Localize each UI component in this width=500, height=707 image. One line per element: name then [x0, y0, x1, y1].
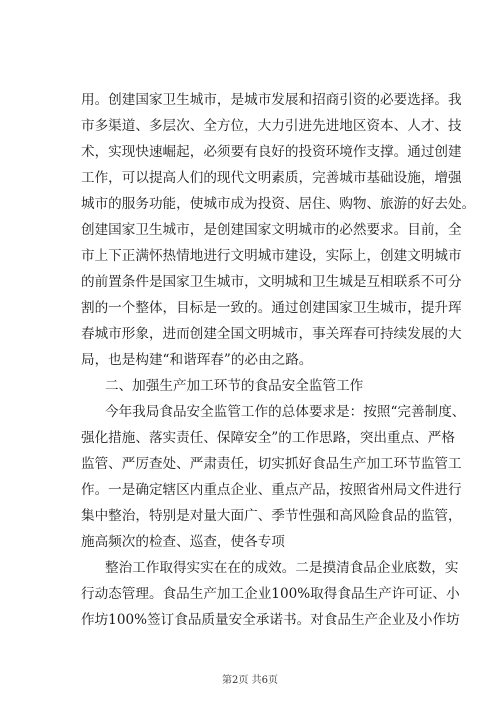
section-heading: 二、加强生产加工环节的食品安全监管工作: [105, 378, 364, 394]
text-line: 城市的服务功能，使城市成为投资、居住、购物、旅游的好去处。: [81, 196, 476, 212]
text-line: 市上下正满怀热情地进行文明城市建设，实际上，创建文明城市: [81, 248, 462, 264]
text-line: 施高频次的检查、巡查，使各专项: [81, 534, 285, 550]
text-line: 作坊100%签订食品质量安全承诺书。对食品生产企业及小作坊: [81, 612, 460, 628]
text-line: 春城市形象，进而创建全国文明城市，事关珲春可持续发展的大: [81, 326, 462, 342]
text-line: 创建国家卫生城市，是创建国家文明城市的必然要求。目前，全: [81, 222, 462, 238]
text-line: 行动态管理。食品生产加工企业100%取得食品生产许可证、小: [81, 586, 460, 602]
paragraph-first-line: 今年我局食品安全监管工作的总体要求是：按照“完善制度、: [105, 404, 466, 420]
text-line: 强化措施、落实责任、保障安全”的工作思路，突出重点、严格: [81, 430, 455, 446]
text-line: 割的一个整体，目标是一致的。通过创建国家卫生城市，提升珲: [81, 300, 462, 316]
text-line: 监管、严厉查处、严肃责任，切实抓好食品生产加工环节监管工: [81, 456, 462, 472]
text-line: 市多渠道、多层次、全方位，大力引进先进地区资本、人才、技: [81, 118, 462, 134]
text-line: 工作，可以提高人们的现代文明素质，完善城市基础设施，增强: [81, 170, 462, 186]
paragraph-first-line: 整治工作取得实实在在的成效。二是摸清食品企业底数，实: [105, 560, 459, 576]
text-line: 的前置条件是国家卫生城市，文明城和卫生城是互相联系不可分: [81, 274, 462, 290]
text-line: 用。创建国家卫生城市，是城市发展和招商引资的必要选择。我: [81, 92, 462, 108]
text-line: 作。一是确定辖区内重点企业、重点产品，按照省州局文件进行: [81, 482, 462, 498]
text-line: 局，也是构建“和谐珲春”的必由之路。: [81, 352, 313, 368]
page-number-footer: 第2页 共6页: [222, 675, 278, 686]
text-line: 术，实现快速崛起，必须要有良好的投资环境作支撑。通过创建: [81, 144, 462, 160]
text-line: 集中整治，特别是对量大面广、季节性强和高风险食品的监管，: [81, 508, 462, 524]
